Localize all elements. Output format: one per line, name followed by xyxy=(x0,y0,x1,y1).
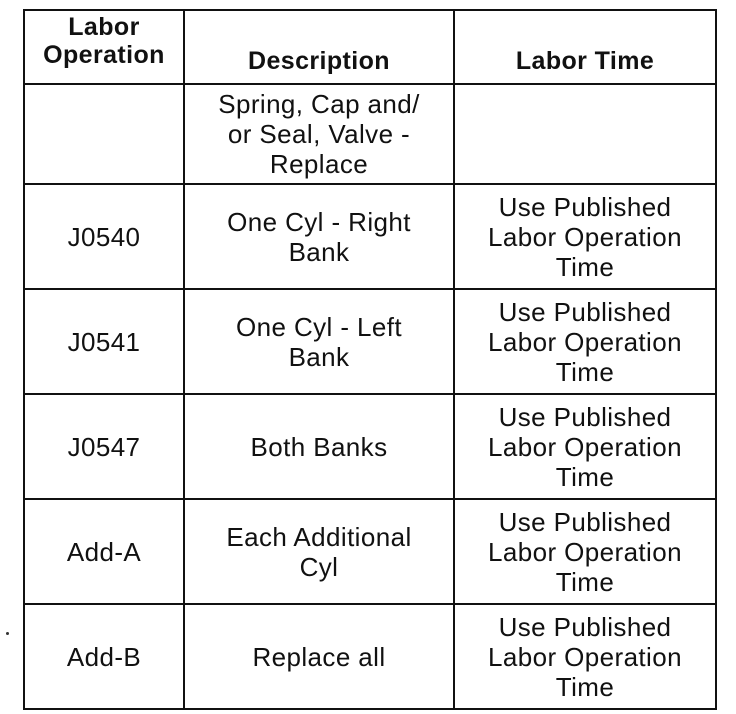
cell-description: Replace all xyxy=(184,604,454,709)
cell-description: Each Additional Cyl xyxy=(184,499,454,604)
table-row xyxy=(24,184,716,289)
table-header-row xyxy=(24,10,716,84)
cell-operation: J0547 xyxy=(24,394,184,499)
header-labor-time: Labor Time xyxy=(454,10,716,84)
cell-labor-time: Use Published Labor Operation Time xyxy=(454,604,716,709)
table-row xyxy=(24,394,716,499)
cell-description: One Cyl - Left Bank xyxy=(184,289,454,394)
table-row xyxy=(24,499,716,604)
table-row xyxy=(24,84,716,184)
cell-operation xyxy=(24,84,184,184)
cell-labor-time: Use Published Labor Operation Time xyxy=(454,184,716,289)
cell-labor-time xyxy=(454,84,716,184)
header-description: Description xyxy=(184,10,454,84)
table-row xyxy=(24,289,716,394)
cell-operation: J0541 xyxy=(24,289,184,394)
cell-description: One Cyl - Right Bank xyxy=(184,184,454,289)
labor-operations-table xyxy=(23,9,717,710)
cell-labor-time: Use Published Labor Operation Time xyxy=(454,394,716,499)
cell-description: Both Banks xyxy=(184,394,454,499)
cell-operation: J0540 xyxy=(24,184,184,289)
table-row xyxy=(24,604,716,709)
header-labor-operation: Labor Operation xyxy=(24,10,184,84)
cell-labor-time: Use Published Labor Operation Time xyxy=(454,499,716,604)
scan-speck xyxy=(6,632,9,635)
cell-operation: Add-A xyxy=(24,499,184,604)
cell-operation: Add-B xyxy=(24,604,184,709)
cell-description: Spring, Cap and/ or Seal, Valve - Replace xyxy=(184,84,454,184)
cell-labor-time: Use Published Labor Operation Time xyxy=(454,289,716,394)
